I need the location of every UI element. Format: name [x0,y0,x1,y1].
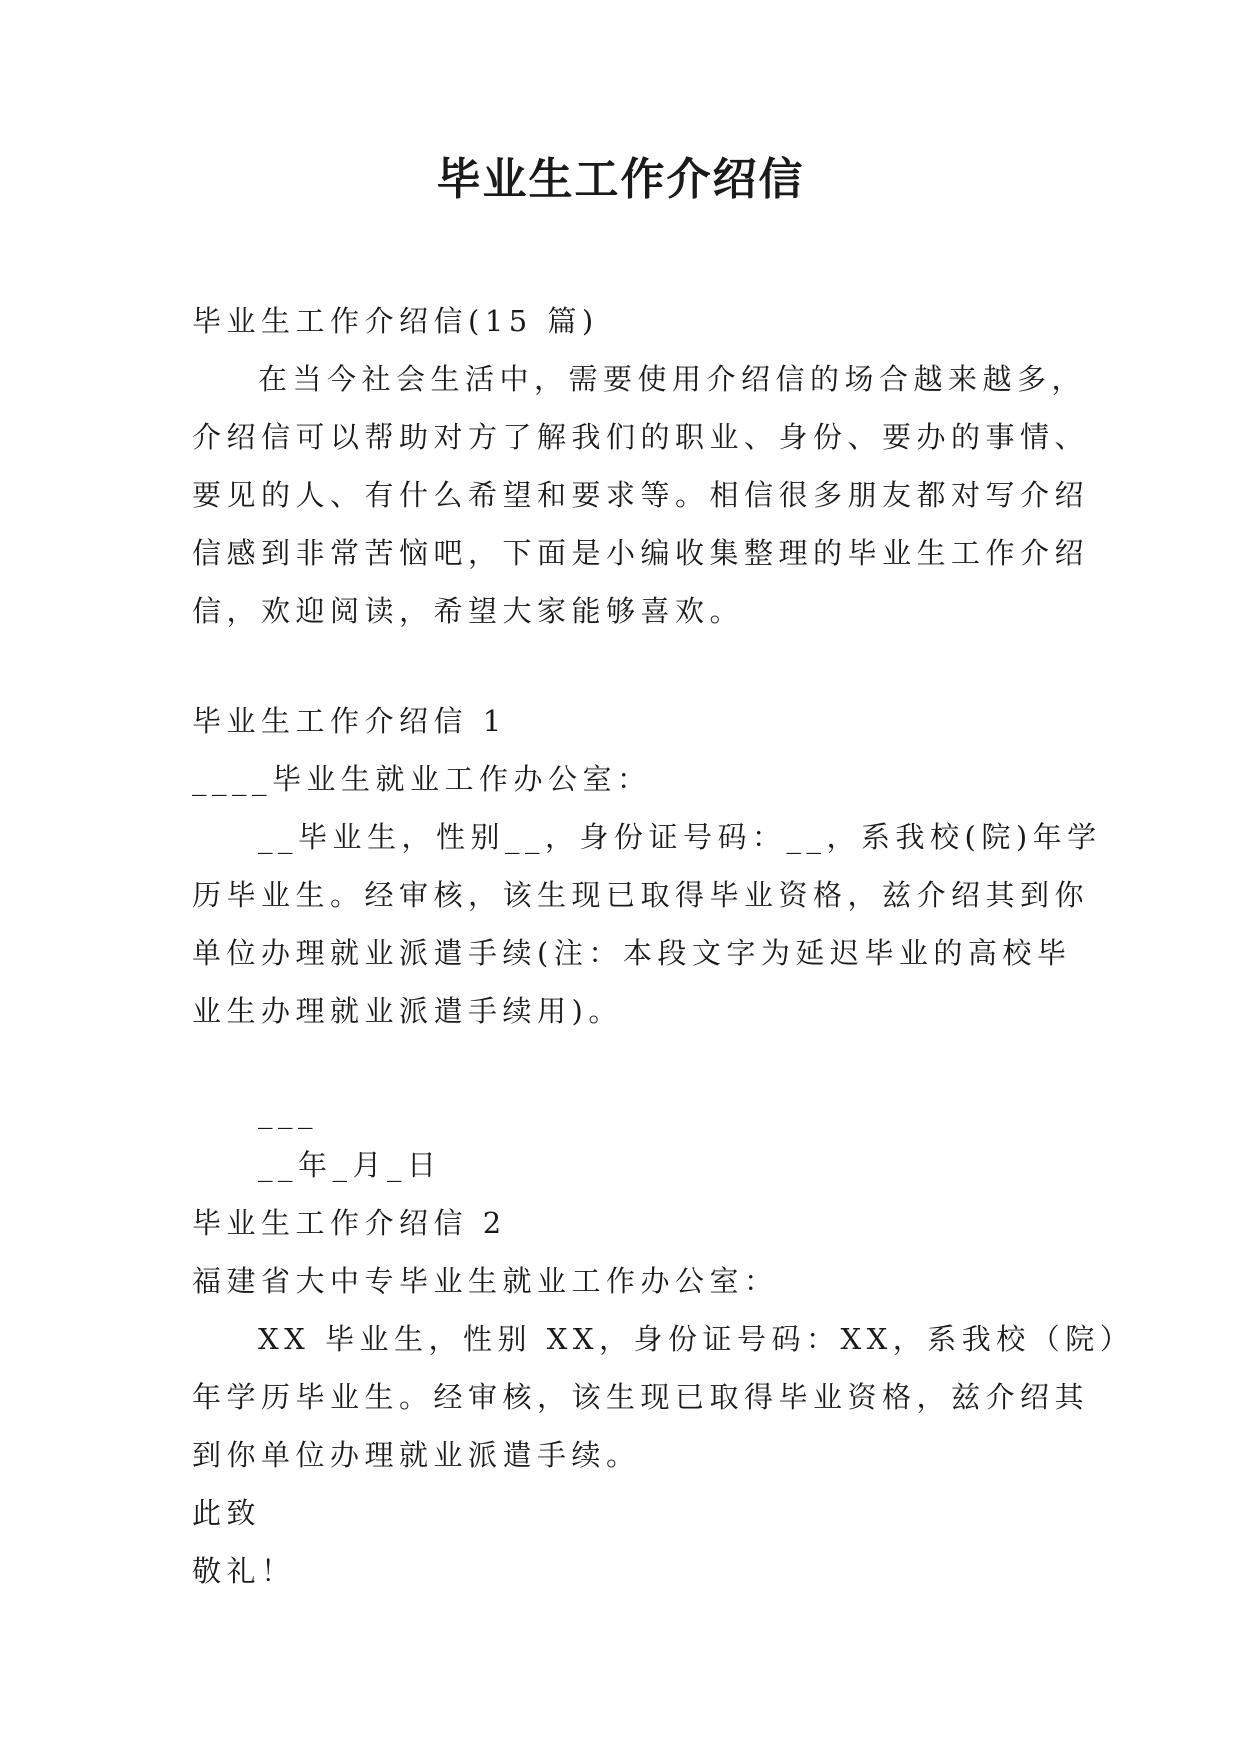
intro-paragraph [192,350,1090,640]
section1-recipient: ____毕业生就业工作办公室： [192,762,652,796]
section2-line: 年学历毕业生。经审核，该生现已取得毕业资格，兹介绍其 [192,1380,1090,1414]
intro-line: 信感到非常苦恼吧，下面是小编收集整理的毕业生工作介绍 [192,536,1090,570]
intro-line: 信，欢迎阅读，希望大家能够喜欢。 [192,594,745,628]
section1-line: 历毕业生。经审核，该生现已取得毕业资格，兹介绍其到你 [192,878,1090,912]
section2-closing: 此致 [192,1496,262,1530]
section1-heading: 毕业生工作介绍信 1 [192,704,507,738]
section2-line: 到你单位办理就业派遣手续。 [192,1438,641,1472]
document-body [192,292,1135,1600]
section1-line: 业生办理就业派遣手续用)。 [192,994,623,1028]
spacer [192,1040,1072,1088]
intro-line: 在当今社会生活中，需要使用介绍信的场合越来越多， [258,362,1087,396]
document-title: 毕业生工作介绍信 [436,154,805,205]
document-subtitle: 毕业生工作介绍信(15 篇) [192,304,599,338]
intro-line: 要见的人、有什么希望和要求等。相信很多朋友都对写介绍 [192,478,1090,512]
section1-signature: ___ [258,1095,318,1129]
section2-line: XX 毕业生，性别 XX，身份证号码：XX，系我校（院） [258,1322,1135,1356]
section2-heading: 毕业生工作介绍信 2 [192,1206,507,1240]
intro-line: 介绍信可以帮助对方了解我们的职业、身份、要办的事情、 [192,420,1090,454]
section2-salute: 敬礼！ [192,1554,296,1588]
section2-recipient: 福建省大中专毕业生就业工作办公室： [192,1264,779,1298]
section1-paragraph [192,808,1102,1040]
section2-paragraph [192,1310,1135,1484]
section1-line: __毕业生，性别__，身份证号码：__，系我校(院)年学 [258,820,1102,854]
spacer [192,640,1072,692]
section1-line: 单位办理就业派遣手续(注：本段文字为延迟毕业的高校毕 [192,936,1072,970]
section1-date: __年_月_日 [258,1148,442,1182]
